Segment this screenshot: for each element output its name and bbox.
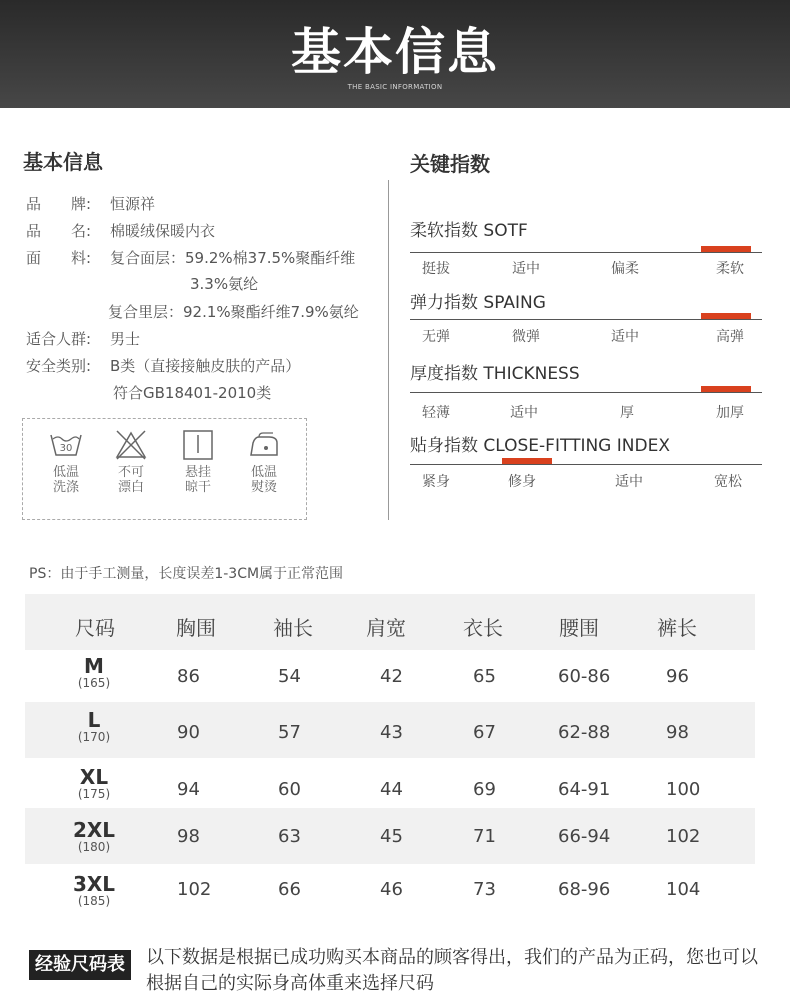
- index-scale-line: [410, 252, 762, 253]
- table-cell: 71: [473, 826, 496, 847]
- table-cell: 98: [666, 722, 689, 743]
- info-value: 复合面层：59.2%棉37.5%聚酯纤维: [110, 249, 356, 267]
- index-tick: 偏柔: [611, 261, 639, 277]
- index-tick: 适中: [611, 329, 639, 345]
- info-value: 复合里层：92.1%聚酯纤维7.9%氨纶: [108, 303, 359, 321]
- section-divider: [388, 180, 389, 520]
- care-item: [234, 429, 294, 495]
- care-item: [168, 429, 228, 495]
- table-cell: 102: [666, 826, 701, 847]
- info-label: 安全类别:: [26, 357, 92, 375]
- table-cell: 98: [177, 826, 200, 847]
- info-value-continued: 3.3%氨纶: [190, 275, 259, 293]
- table-cell: 67: [473, 722, 496, 743]
- table-header-row: [25, 594, 755, 650]
- index-tick: 适中: [615, 474, 643, 490]
- table-header-cell: 尺码: [75, 616, 115, 640]
- size-label: 2XL: [72, 818, 116, 842]
- index-tick: 高弹: [716, 329, 744, 345]
- table-header-cell: 袖长: [273, 616, 313, 640]
- table-cell: 73: [473, 879, 496, 900]
- table-cell: 102: [177, 879, 212, 900]
- info-value: 恒源祥: [110, 195, 156, 213]
- index-scale-line: [410, 319, 762, 320]
- size-chart-badge: 经验尺码表: [29, 950, 131, 980]
- size-cell: [65, 767, 123, 801]
- table-cell: 46: [380, 879, 403, 900]
- table-header-cell: 腰围: [559, 616, 599, 640]
- table-header-cell: 裤长: [657, 616, 697, 640]
- care-label: 低温洗涤: [52, 465, 79, 495]
- care-instructions-box: [22, 418, 307, 520]
- table-cell: 96: [666, 666, 689, 687]
- index-title-elasticity: 弹力指数 SPAING: [410, 293, 546, 313]
- index-marker: [701, 313, 751, 319]
- table-cell: 45: [380, 826, 403, 847]
- size-height: (185): [77, 894, 111, 908]
- table-cell: 66-94: [558, 826, 611, 847]
- index-tick: 适中: [510, 405, 538, 421]
- table-row: [25, 758, 755, 808]
- size-height: (180): [77, 840, 111, 854]
- table-row: [25, 702, 755, 758]
- index-tick: 宽松: [714, 474, 742, 490]
- svg-text:30: 30: [59, 443, 73, 454]
- size-label: M: [84, 654, 104, 678]
- index-tick: 紧身: [422, 474, 450, 490]
- table-cell: 60-86: [558, 666, 611, 687]
- care-label: 悬挂晾干: [184, 465, 211, 495]
- table-cell: 42: [380, 666, 403, 687]
- measurement-note: PS：由于手工测量，长度误差1-3CM属于正常范围: [29, 566, 344, 582]
- table-header-cell: 肩宽: [366, 616, 406, 640]
- index-marker: [502, 458, 552, 464]
- size-height: (165): [77, 676, 111, 690]
- table-cell: 104: [666, 879, 701, 900]
- table-cell: 64-91: [558, 779, 611, 800]
- table-cell: 65: [473, 666, 496, 687]
- header-subtitle: THE BASIC INFORMATION: [347, 83, 443, 91]
- index-title-fit: 贴身指数 CLOSE-FITTING INDEX: [410, 436, 670, 456]
- table-cell: 86: [177, 666, 200, 687]
- info-label: 品 牌:: [26, 195, 92, 213]
- header-title: 基本信息: [291, 23, 499, 81]
- info-value: 男士: [110, 330, 141, 348]
- table-header-cell: 胸围: [176, 616, 216, 640]
- index-tick: 修身: [508, 474, 536, 490]
- size-cell: [65, 656, 123, 690]
- index-tick: 无弹: [422, 329, 450, 345]
- index-marker: [701, 386, 751, 392]
- index-tick: 加厚: [716, 405, 744, 421]
- table-row: [25, 650, 755, 702]
- info-label: 适合人群:: [26, 330, 92, 348]
- size-height: (175): [77, 787, 111, 801]
- indices-title: 关键指数: [410, 152, 490, 176]
- index-tick: 柔软: [716, 261, 744, 277]
- table-cell: 100: [666, 779, 701, 800]
- care-label: 低温熨烫: [250, 465, 277, 495]
- index-tick: 适中: [512, 261, 540, 277]
- table-cell: 68-96: [558, 879, 611, 900]
- index-tick: 厚: [620, 405, 634, 421]
- table-cell: 54: [278, 666, 301, 687]
- hang-dry-icon: [181, 429, 215, 461]
- care-item: [36, 429, 96, 495]
- index-title-softness: 柔软指数 SOTF: [410, 221, 528, 241]
- table-cell: 60: [278, 779, 301, 800]
- table-cell: 63: [278, 826, 301, 847]
- table-row: [25, 808, 755, 864]
- table-cell: 62-88: [558, 722, 611, 743]
- size-chart-description: 以下数据是根据已成功购买本商品的顾客得出，我们的产品为正码，您也可以根据自己的实际身高体重来选择尺码: [146, 947, 758, 994]
- size-label: 3XL: [72, 872, 116, 896]
- index-scale-line: [410, 392, 762, 393]
- care-label: 不可漂白: [117, 465, 144, 495]
- care-item: [101, 429, 161, 495]
- table-cell: 90: [177, 722, 200, 743]
- index-tick: 轻薄: [422, 405, 450, 421]
- size-label: L: [87, 708, 101, 732]
- no-bleach-icon: [114, 429, 148, 461]
- table-cell: 66: [278, 879, 301, 900]
- size-height: (170): [77, 730, 111, 744]
- table-cell: 94: [177, 779, 200, 800]
- size-label: XL: [79, 765, 109, 789]
- info-label: 品 名:: [26, 222, 92, 240]
- index-marker: [701, 246, 751, 252]
- table-cell: 43: [380, 722, 403, 743]
- table-header-cell: 衣长: [463, 616, 503, 640]
- index-title-thickness: 厚度指数 THICKNESS: [410, 364, 580, 384]
- info-value-continued: 符合GB18401-2010类: [113, 384, 272, 402]
- size-cell: [65, 710, 123, 744]
- basic-info-title: 基本信息: [23, 150, 103, 174]
- size-cell: [65, 820, 123, 854]
- size-cell: [65, 874, 123, 908]
- table-cell: 57: [278, 722, 301, 743]
- info-label: 面 料:: [26, 249, 92, 267]
- header-banner: [0, 0, 790, 108]
- info-value: 棉暖绒保暖内衣: [110, 222, 216, 240]
- index-tick: 挺拔: [422, 261, 450, 277]
- wash-30-icon: [49, 429, 83, 461]
- index-scale-line: [410, 464, 762, 465]
- table-cell: 69: [473, 779, 496, 800]
- info-value: B类（直接接触皮肤的产品）: [110, 357, 301, 375]
- iron-low-icon: [247, 429, 281, 461]
- table-cell: 44: [380, 779, 403, 800]
- index-tick: 微弹: [512, 329, 540, 345]
- table-row: [25, 864, 755, 920]
